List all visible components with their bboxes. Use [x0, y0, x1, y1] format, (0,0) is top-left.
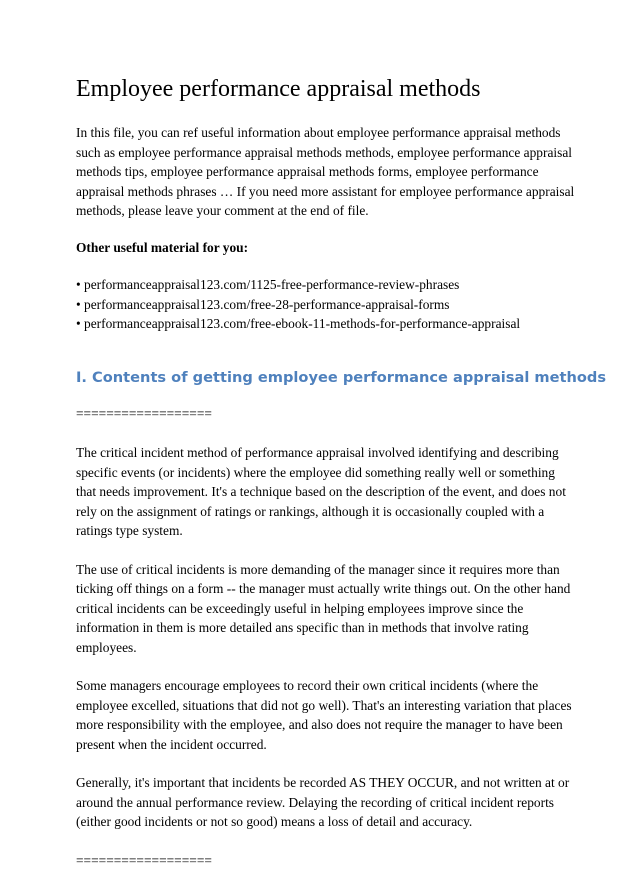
link-item: • performanceappraisal123.com/free-28-performance-appraisal-forms: [76, 295, 576, 315]
body-paragraph: Generally, it's important that incidents be recorded AS THEY OCCUR, and not written at or around the annual performance review. Delaying the recording of critical incident reports (either good incidents or not so good) means a loss of detail and accuracy.: [76, 773, 576, 832]
body-paragraph: The use of critical incidents is more demanding of the manager since it requires more than ticking off things on a form -- the manager must actually write things out. On the other hand critical incidents can be exceedingly useful in helping employees improve since the information in them is more detailed ans specific than in methods that involve rating employees.: [76, 560, 576, 658]
divider-line: ==================: [76, 404, 576, 424]
section-heading: I. Contents of getting employee performance appraisal methods: [76, 368, 576, 388]
link-item: • performanceappraisal123.com/free-ebook-11-methods-for-performance-appraisal: [76, 314, 576, 334]
link-item: • performanceappraisal123.com/1125-free-performance-review-phrases: [76, 275, 576, 295]
body-paragraph: The critical incident method of performance appraisal involved identifying and describing specific events (or incidents) where the employee did something really well or something that needs improvement. It's a technique based on the description of the event, and does not rely on the assignment of ratings or rankings, although it is occasionally coupled with a ratings type system.: [76, 443, 576, 541]
document-title: Employee performance appraisal methods: [76, 75, 576, 103]
body-paragraph: Some managers encourage employees to record their own critical incidents (where the employee excelled, situations that did not go well). That's an interesting variation that places more responsibility with the employee, and also does not require the manager to have been present when the incident occurred.: [76, 676, 576, 754]
other-material-label: Other useful material for you:: [76, 238, 576, 258]
divider-line-end: ==================: [76, 851, 576, 870]
useful-links-list: [76, 275, 576, 334]
intro-paragraph: In this file, you can ref useful information about employee performance appraisal methods such as employee performance appraisal methods methods, employee performance appraisal methods tips, employee performance appraisal methods forms, employee performance appraisal methods phrases … If you need more assistant for employee performance appraisal methods, please leave your comment at the end of file.: [76, 123, 576, 221]
